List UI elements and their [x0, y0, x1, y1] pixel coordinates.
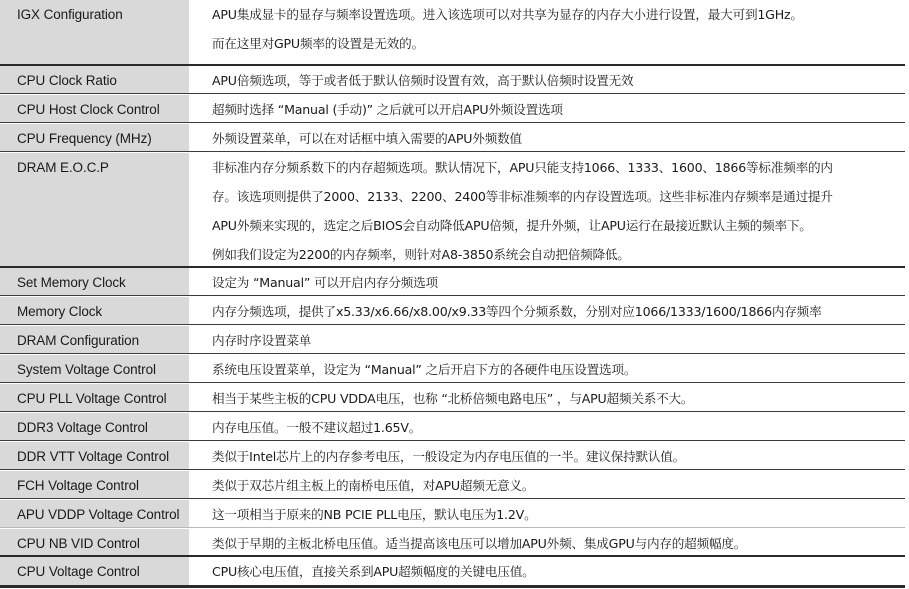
setting-description: [212, 124, 902, 153]
table-row: [0, 384, 905, 411]
description-line: 类似于双芯片组主板上的南桥电压值，对APU超频无意义。: [212, 478, 535, 493]
setting-description: [212, 66, 902, 95]
description-line: 类似于Intel芯片上的内存参考电压，一般设定为内存电压值的一半。建议保持默认值。: [212, 449, 686, 464]
setting-name: System Voltage Control: [17, 362, 156, 377]
table-row: [0, 557, 905, 585]
description-line: 存。该选项则提供了2000、2133、2200、2400等非标准频率的内存设置选项。这些非标准内存频率是通过提升: [212, 189, 833, 204]
row-divider: [0, 411, 905, 412]
row-divider: [0, 266, 905, 268]
description-line: 类似于早期的主板北桥电压值。适当提高该电压可以增加APU外频、集成GPU与内存的超频幅度。: [212, 536, 747, 551]
setting-name-cell: [0, 471, 189, 498]
setting-name-cell: [0, 326, 189, 353]
setting-name: CPU Clock Ratio: [17, 73, 117, 88]
description-line: 相当于某些主板的CPU VDDA电压，也称 “北桥倍频电路电压” ，与APU超频关系不大。: [212, 391, 694, 406]
setting-name: CPU Voltage Control: [17, 564, 140, 579]
row-divider: [0, 93, 905, 94]
table-row: [0, 471, 905, 498]
table-row: [0, 500, 905, 527]
setting-name-cell: [0, 500, 189, 527]
setting-name-cell: [0, 384, 189, 411]
description-line: CPU核心电压值，直接关系到APU超频幅度的关键电压值。: [212, 564, 535, 579]
row-divider: [0, 324, 905, 325]
description-line: 内存分频选项，提供了x5.33/x6.66/x8.00/x9.33等四个分频系数，分别对应1066/1333/1600/1866内存频率: [212, 304, 822, 319]
setting-description: [212, 0, 902, 58]
description-line: APU倍频选项，等于或者低于默认倍频时设置有效，高于默认倍频时设置无效: [212, 73, 634, 88]
setting-description: [212, 95, 902, 124]
row-divider: [0, 555, 905, 557]
setting-name: DDR3 Voltage Control: [17, 420, 148, 435]
table-row: [0, 95, 905, 122]
description-line: 这一项相当于原来的NB PCIE PLL电压，默认电压为1.2V。: [212, 507, 537, 522]
table-row: [0, 0, 905, 64]
setting-description: [212, 153, 902, 269]
row-divider: [0, 64, 905, 66]
table-row: [0, 66, 905, 93]
setting-name-cell: [0, 124, 189, 151]
setting-description: [212, 557, 902, 586]
table-row: [0, 297, 905, 324]
setting-name-cell: [0, 95, 189, 122]
setting-name: Memory Clock: [17, 304, 103, 319]
setting-name: DRAM E.O.C.P: [17, 160, 109, 175]
description-line: 设定为 “Manual” 可以开启内存分频选项: [212, 275, 438, 290]
row-divider: [0, 585, 905, 588]
row-divider: [0, 382, 905, 383]
table-row: [0, 413, 905, 440]
table-row: [0, 442, 905, 469]
setting-name-cell: [0, 153, 189, 266]
table-row: [0, 326, 905, 353]
setting-name: APU VDDP Voltage Control: [17, 507, 180, 522]
setting-description: [212, 471, 902, 500]
setting-name-cell: [0, 442, 189, 469]
setting-name-cell: [0, 413, 189, 440]
setting-name-cell: [0, 297, 189, 324]
row-divider: [0, 440, 905, 441]
description-line: 而在这里对GPU频率的设置是无效的。: [212, 36, 424, 51]
description-line: 超频时选择 “Manual (手动)” 之后就可以开启APU外频设置选项: [212, 102, 563, 117]
setting-name-cell: [0, 268, 189, 295]
setting-name: DRAM Configuration: [17, 333, 140, 348]
setting-name: DDR VTT Voltage Control: [17, 449, 170, 464]
setting-description: [212, 384, 902, 413]
row-divider: [0, 498, 905, 499]
setting-name-cell: [0, 355, 189, 382]
setting-name: IGX Configuration: [17, 7, 123, 22]
setting-description: [212, 268, 902, 297]
description-line: 例如我们设定为2200的内存频率，则针对A8-3850系统会自动把倍频降低。: [212, 247, 630, 262]
setting-description: [212, 442, 902, 471]
setting-name-cell: [0, 557, 189, 585]
row-divider: [0, 353, 905, 354]
description-line: APU外频来实现的，选定之后BIOS会自动降低APU倍频，提升外频，让APU运行在最接近默认主频的频率下。: [212, 218, 812, 233]
setting-description: [212, 355, 902, 384]
setting-name: CPU Host Clock Control: [17, 102, 160, 117]
description-line: APU集成显卡的显存与频率设置选项。进入该选项可以对共享为显存的内存大小进行设置，最大可到1GHz。: [212, 7, 803, 22]
table-row: [0, 355, 905, 382]
setting-name-cell: [0, 529, 189, 555]
setting-description: [212, 326, 902, 355]
table-row: [0, 153, 905, 266]
setting-description: [212, 500, 902, 529]
row-divider: [0, 295, 905, 296]
setting-description: [212, 529, 902, 558]
setting-description: [212, 297, 902, 326]
description-line: 内存时序设置菜单: [212, 333, 312, 348]
setting-name-cell: [0, 0, 189, 64]
setting-name-cell: [0, 66, 189, 93]
row-divider: [0, 527, 905, 528]
table-row: [0, 124, 905, 151]
row-divider: [0, 151, 905, 152]
description-line: 系统电压设置菜单，设定为 “Manual” 之后开启下方的各硬件电压设置选项。: [212, 362, 637, 377]
row-divider: [0, 469, 905, 470]
setting-name: FCH Voltage Control: [17, 478, 139, 493]
setting-name: CPU Frequency (MHz): [17, 131, 152, 146]
row-divider: [0, 122, 905, 123]
description-line: 内存电压值。一般不建议超过1.65V。: [212, 420, 422, 435]
setting-name: CPU NB VID Control: [17, 536, 140, 551]
description-line: 非标准内存分频系数下的内存超频选项。默认情况下，APU只能支持1066、1333、1600、1866等标准频率的内: [212, 160, 833, 175]
setting-name: Set Memory Clock: [17, 275, 126, 290]
description-line: 外频设置菜单，可以在对话框中填入需要的APU外频数值: [212, 131, 522, 146]
setting-name: CPU PLL Voltage Control: [17, 391, 167, 406]
table-row: [0, 529, 905, 555]
table-row: [0, 268, 905, 295]
setting-description: [212, 413, 902, 442]
